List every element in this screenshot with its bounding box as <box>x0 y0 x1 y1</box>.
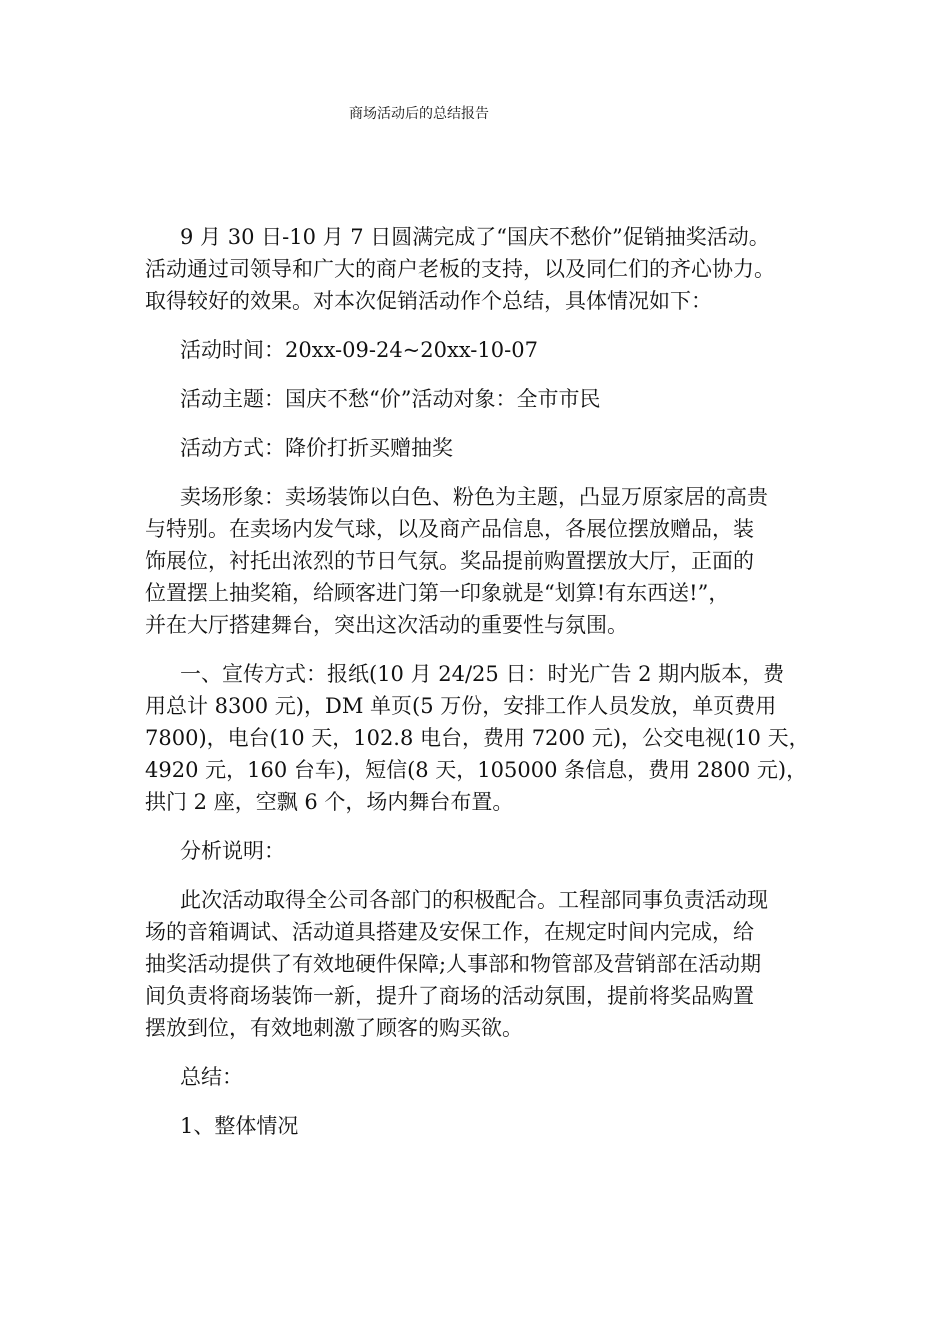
text-line: 位置摆上抽奖箱，给顾客进门第一印象就是“划算!有东西送!”， <box>145 581 730 605</box>
summary-heading: 总结： <box>180 1065 243 1089</box>
text-line: 与特别。在卖场内发气球，以及商产品信息，各展位摆放赠品，装 <box>145 517 754 541</box>
analysis-heading: 分析说明： <box>180 839 285 863</box>
publicity-paragraph <box>145 658 825 818</box>
text-line: 用总计 8300 元)，DM 单页(5 万份，安排工作人员发放，单页费用 <box>145 694 777 718</box>
text-line: 一、宣传方式：报纸(10 月 24/25 日：时光广告 2 期内版本，费 <box>180 662 785 686</box>
text-line: 拱门 2 座，空飘 6 个，场内舞台布置。 <box>145 790 514 814</box>
text-line: 摆放到位，有效地刺激了顾客的购买欲。 <box>145 1016 523 1040</box>
overall-situation-heading: 1、整体情况 <box>180 1114 299 1138</box>
text-line: 卖场形象：卖场装饰以白色、粉色为主题，凸显万原家居的高贵 <box>180 485 768 509</box>
text-line: 取得较好的效果。对本次促销活动作个总结，具体情况如下： <box>145 289 712 313</box>
document-body <box>145 221 825 1159</box>
analysis-paragraph <box>145 884 825 1044</box>
text-line: 间负责将商场装饰一新，提升了商场的活动氛围，提前将奖品购置 <box>145 984 754 1008</box>
text-line: 并在大厅搭建舞台，突出这次活动的重要性与氛围。 <box>145 613 628 637</box>
activity-time: 活动时间：20xx-09-24~20xx-10-07 <box>180 338 538 362</box>
text-line: 抽奖活动提供了有效地硬件保障;人事部和物管部及营销部在活动期 <box>145 952 762 976</box>
text-line: 7800)，电台(10 天，102.8 电台，费用 7200 元)，公交电视(10 天， <box>145 726 810 750</box>
text-line: 饰展位，衬托出浓烈的节日气氛。奖品提前购置摆放大厅，正面的 <box>145 549 754 573</box>
text-line: 此次活动取得全公司各部门的积极配合。工程部同事负责活动现 <box>180 888 768 912</box>
text-line: 9 月 30 日-10 月 7 日圆满完成了“国庆不愁价”促销抽奖活动。 <box>180 225 770 249</box>
document-title: 商场活动后的总结报告 <box>349 106 489 122</box>
activity-theme: 活动主题：国庆不愁“价”活动对象：全市市民 <box>180 387 601 411</box>
text-line: 场的音箱调试、活动道具搭建及安保工作，在规定时间内完成，给 <box>145 920 754 944</box>
text-line: 4920 元，160 台车)，短信(8 天，105000 条信息，费用 2800 元)， <box>145 758 808 782</box>
store-image-paragraph <box>145 481 825 641</box>
text-line: 活动通过司领导和广大的商户老板的支持，以及同仁们的齐心协力。 <box>145 257 775 281</box>
activity-method: 活动方式：降价打折买赠抽奖 <box>180 436 453 460</box>
intro-paragraph <box>145 221 825 317</box>
